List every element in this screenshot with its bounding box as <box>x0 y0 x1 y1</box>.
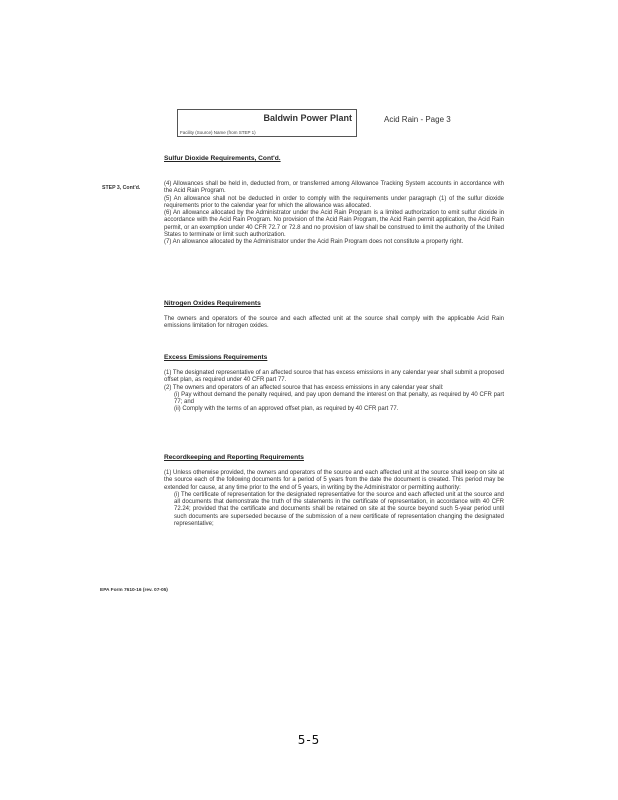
recordkeeping-paragraph-1: (1) Unless otherwise provided, the owners and operators of the source and each affected unit at the source shall keep on site at the source each of the following documents for a period of 5 years from the date the document is created. This period may be extended for cause, at any time prior to the end of 5 years, in writing by the Administrator or permitting authority: <box>164 470 504 491</box>
nitrogen-paragraph: The owners and operators of the source and each affected unit at the source shall comply with the applicable Acid Rain emissions limitation for nitrogen oxides. <box>164 316 504 330</box>
excess-paragraph-2: (2) The owners and operators of an affected source that has excess emissions in any calendar year shall: <box>164 384 444 391</box>
step-label: STEP 3, Cont'd. <box>102 185 141 191</box>
page-number: 5-5 <box>297 733 321 747</box>
sulfur-paragraph-4: (4) Allowances shall be held in, deducted from, or transferred among Allowance Tracking System accounts in accordance with the Acid Rain Program. <box>164 181 504 195</box>
sulfur-paragraph-6: (6) An allowance allocated by the Administrator under the Acid Rain Program is a limited authorization to emit sulfur dioxide in accordance with the Acid Rain Program. No provision of the Acid Rain Program, the Acid Rain permit application, the Acid Rain permit, or an exemption under 40 CFR 72.7 or 72.8 and no provision of law shall be construed to limit the authority of the United States to terminate or limit such authorization. <box>164 210 504 239</box>
nitrogen-section <box>164 300 504 307</box>
facility-name-caption: Facility (Source) Name (from STEP 1) <box>180 130 256 135</box>
recordkeeping-heading: Recordkeeping and Reporting Requirements <box>164 454 304 461</box>
sulfur-paragraphs <box>164 181 504 247</box>
excess-body <box>164 370 504 414</box>
excess-subparagraph-i: (i) Pay without demand the penalty required, and pay upon demand the interest on that penalty, as required by 40 CFR part 77; and <box>174 391 504 406</box>
form-number-footer: EPA Form 7610-16 (rev. 07-05) <box>100 588 168 593</box>
excess-heading: Excess Emissions Requirements <box>164 354 268 361</box>
excess-section <box>164 354 504 361</box>
scanned-form-page <box>72 95 546 615</box>
facility-name-box <box>177 109 357 137</box>
excess-subparagraph-ii: (ii) Comply with the terms of an approved offset plan, as required by 40 CFR part 77. <box>174 406 399 413</box>
nitrogen-heading: Nitrogen Oxides Requirements <box>164 300 261 307</box>
page-label: Acid Rain - Page 3 <box>384 115 451 124</box>
recordkeeping-body <box>164 470 504 528</box>
sulfur-section <box>164 155 504 162</box>
facility-name: Baldwin Power Plant <box>263 113 352 123</box>
sulfur-heading: Sulfur Dioxide Requirements, Cont'd. <box>164 155 281 162</box>
sulfur-paragraph-5: (5) An allowance shall not be deducted in order to comply with the requirements under paragraph (1) of the sulfur dioxide requirements prior to the calendar year for which the allowance was allocated. <box>164 195 504 209</box>
nitrogen-body <box>164 316 504 331</box>
sulfur-paragraph-7: (7) An allowance allocated by the Administrator under the Acid Rain Program does not constitute a property right. <box>164 239 464 246</box>
recordkeeping-section <box>164 454 504 461</box>
recordkeeping-subparagraph-i: (i) The certificate of representation for the designated representative for the source and each affected unit at the source and all documents that demonstrate the truth of the statements in the certificate of representation, in accordance with 40 CFR 72.24; provided that the certificate and documents shall be retained on site at the source beyond such 5-year period until such documents are superseded because of the submission of a new certificate of representation changing the designated representative; <box>174 491 504 528</box>
excess-paragraph-1: (1) The designated representative of an affected source that has excess emissions in any calendar year shall submit a proposed offset plan, as required under 40 CFR part 77. <box>164 370 504 384</box>
